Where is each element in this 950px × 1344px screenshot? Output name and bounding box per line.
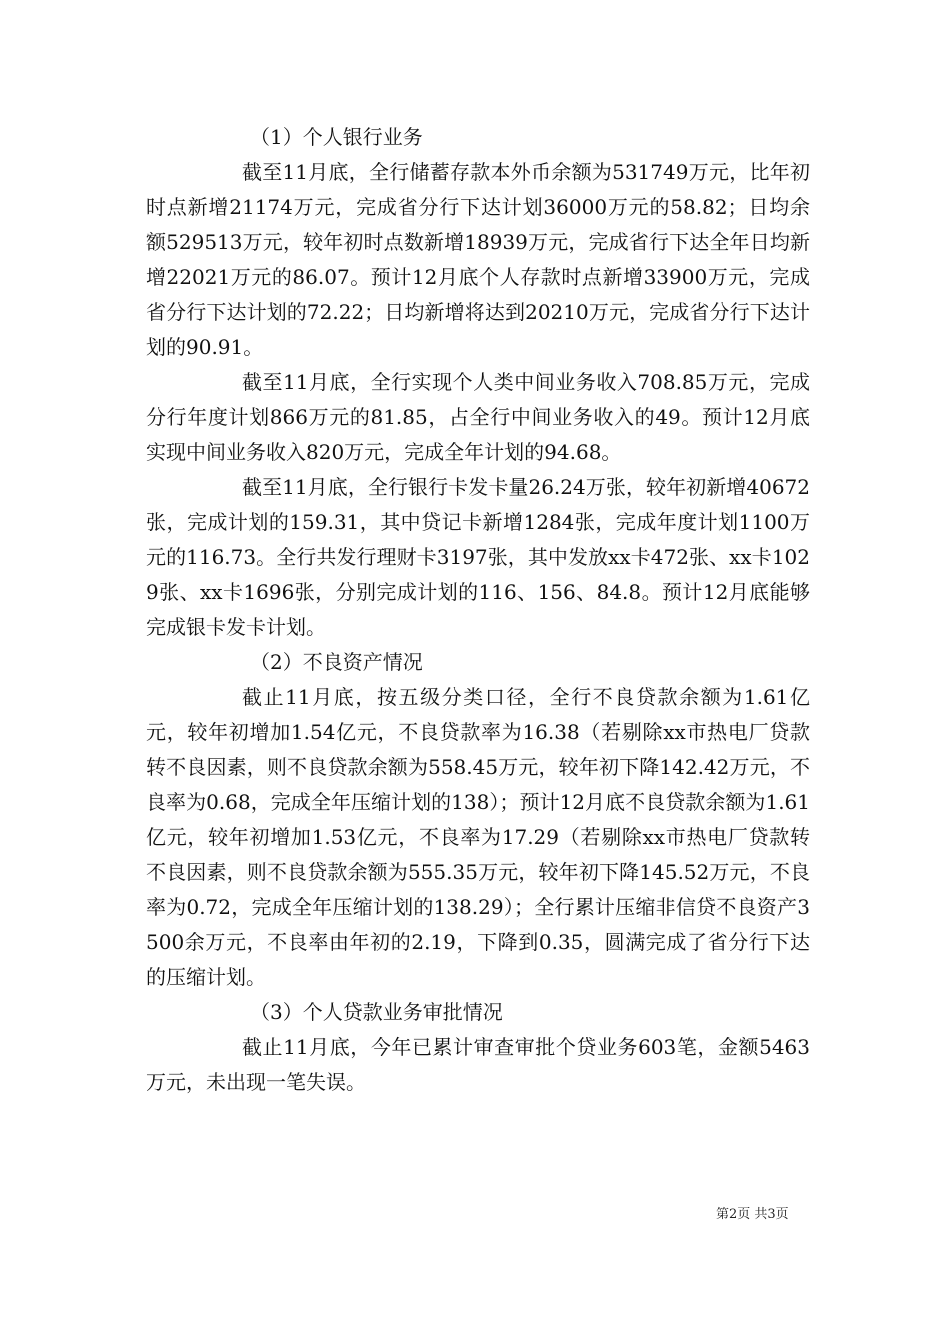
paragraph-loan-approval: 截止11月底，今年已累计审查审批个贷业务603笔，金额5463万元，未出现一笔失误。 — [146, 1035, 810, 1094]
section-heading-nonperforming-assets: （2）不良资产情况 — [250, 650, 423, 674]
document-body — [146, 120, 810, 1100]
section-heading-personal-banking: （1）个人银行业务 — [250, 125, 423, 149]
paragraph-intermediary-income: 截至11月底，全行实现个人类中间业务收入708.85万元，完成分行年度计划866万元的81.85，占全行中间业务收入的49。预计12月底实现中间业务收入820万元，完成全年计划的94.68。 — [146, 370, 810, 464]
page-number-footer: 第2页 共3页 — [716, 1207, 789, 1222]
paragraph-nonperforming-loans: 截止11月底，按五级分类口径，全行不良贷款余额为1.61亿元，较年初增加1.54亿元，不良贷款率为16.38（若剔除xx市热电厂贷款转不良因素，则不良贷款余额为558.45万元，较年初下降142.42万元，不良率为0.68，完成全年压缩计划的138）；预计12月底不良贷款余额为1.61亿元，较年初增加1.53亿元，不良率为17.29（若剔除xx市热电厂贷款转不良因素，则不良贷款余额为555.35万元，较年初下降145.52万元，不良率为0.72，完成全年压缩计划的138.29）；全行累计压缩非信贷不良资产3500余万元，不良率由年初的2.19，下降到0.35，圆满完成了省分行下达的压缩计划。 — [146, 685, 810, 989]
paragraph-bank-cards: 截至11月底，全行银行卡发卡量26.24万张，较年初新增40672张，完成计划的159.31，其中贷记卡新增1284张，完成年度计划1100万元的116.73。全行共发行理财卡3197张，其中发放xx卡472张、xx卡1029张、xx卡1696张，分别完成计划的116、156、84.8。预计12月底能够完成银卡发卡计划。 — [146, 475, 810, 639]
section-heading-loan-approval: （3）个人贷款业务审批情况 — [250, 1000, 503, 1024]
paragraph-savings-deposits: 截至11月底，全行储蓄存款本外币余额为531749万元，比年初时点新增21174万元，完成省分行下达计划36000万元的58.82；日均余额529513万元，较年初时点数新增18939万元，完成省行下达全年日均新增22021万元的86.07。预计12月底个人存款时点新增33900万元，完成省分行下达计划的72.22；日均新增将达到20210万元，完成省分行下达计划的90.91。 — [146, 160, 810, 359]
